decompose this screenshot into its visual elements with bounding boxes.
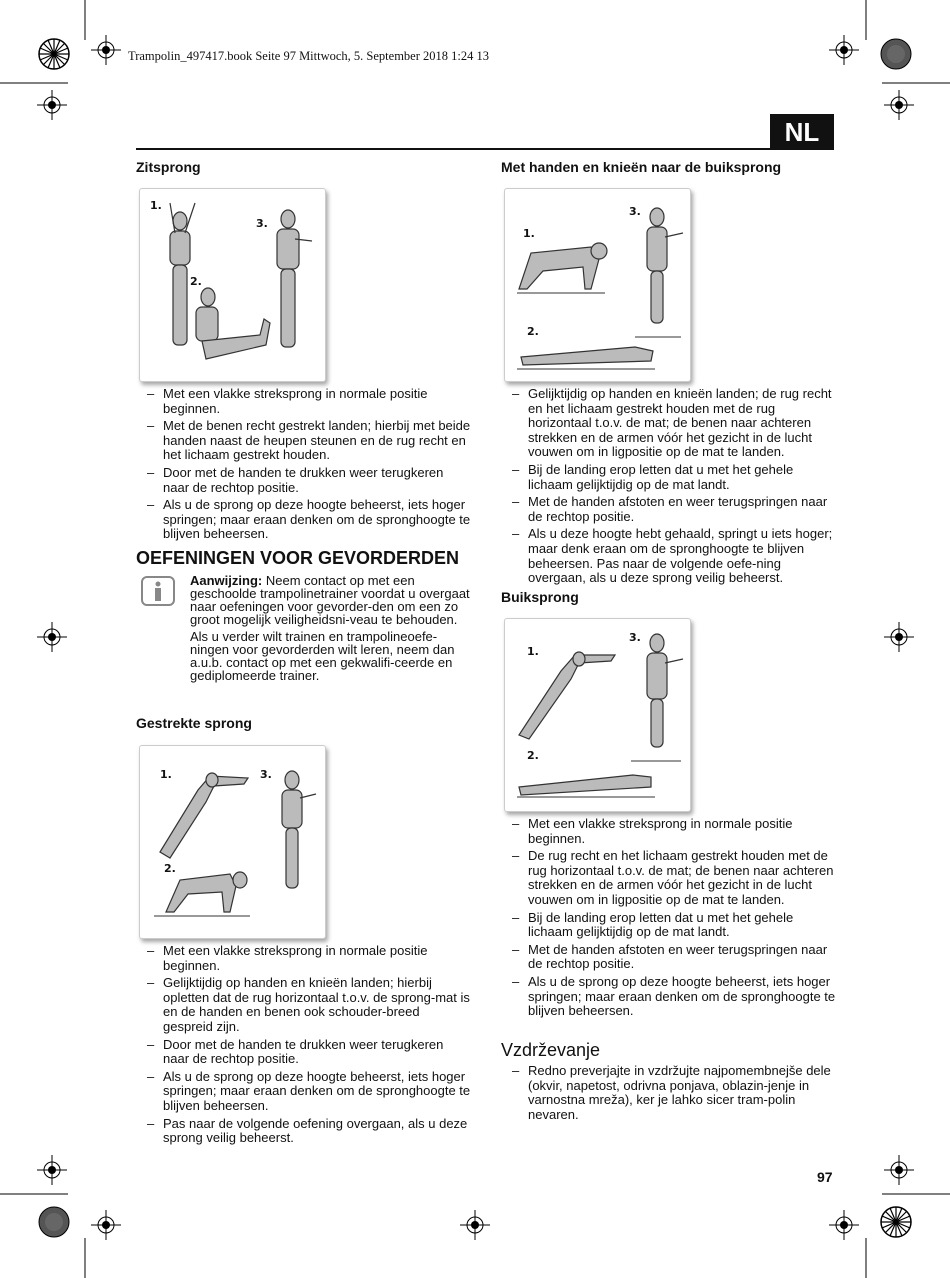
- figure-step-label: 1.: [527, 645, 539, 658]
- figure-step-label: 1.: [160, 768, 172, 781]
- crosshair-icon: [460, 1210, 490, 1240]
- page-number: 97: [817, 1169, 833, 1185]
- section-heading-advanced: OEFENINGEN VOOR GEVORDERDEN: [136, 548, 460, 568]
- list-item: – Pas naar de volgende oefening overgaan, als u deze sprong veilig beheerst.: [147, 1117, 472, 1146]
- figure-handen: [504, 188, 691, 382]
- list-item: – Door met de handen te drukken weer terugkeren naar de rechtop positie.: [147, 1038, 472, 1067]
- list-item: – Met een vlakke streksprong in normale positie beginnen.: [147, 387, 472, 416]
- crosshair-icon: [884, 1155, 914, 1185]
- list-item: – Met de benen recht gestrekt landen; hierbij met beide handen naast de heupen steunen en de rug recht en het lichaam gestrekt houden.: [147, 419, 472, 463]
- list-item: – Met een vlakke streksprong in normale positie beginnen.: [512, 817, 837, 846]
- figure-step-label: 1.: [150, 199, 162, 212]
- crosshair-icon: [884, 90, 914, 120]
- buiksprong-steps: [512, 817, 837, 1022]
- info-icon: [141, 576, 175, 606]
- color-target-icon: [880, 38, 912, 70]
- crosshair-icon: [37, 622, 67, 652]
- crosshair-icon: [91, 35, 121, 65]
- list-item: – Als u de sprong op deze hoogte beheerst, iets hoger springen; maar eraan denken om de spronghoogte te blijven beheersen.: [512, 975, 837, 1019]
- section-title-zitsprong: Zitsprong: [136, 159, 201, 175]
- list-item: – Met de handen afstoten en weer terugspringen naar de rechtop positie.: [512, 495, 837, 524]
- note-text: Neem contact op met een geschoolde trampolinetrainer voordat u overgaat naar oefeningen voor gevorder-den om een zo groot mogelijk veiligheidsni-veau te behouden.: [190, 573, 470, 627]
- list-item: – Gelijktijdig op handen en knieën landen; hierbij opletten dat de rug horizontaal t.o.v. de sprong-mat is en de handen en benen ook schouder-breed gespreid zijn.: [147, 976, 472, 1034]
- header-rule: [136, 148, 772, 150]
- list-item: – De rug recht en het lichaam gestrekt houden met de rug horizontaal t.o.v. de mat; de benen naar achteren strekken en de armen vóór het gezicht in de lucht vouwen om in ligpositie op de mat te landen.: [512, 849, 837, 907]
- list-item: – Als u deze hoogte hebt gehaald, springt u iets hoger; maar denk eraan om de spronghoogte te blijven beheersen. Pas naar de volgende oefe-ning overgaan, als u deze sprong veilig beheerst.: [512, 527, 837, 585]
- color-target-icon: [38, 1206, 70, 1238]
- list-item: – Met een vlakke streksprong in normale positie beginnen.: [147, 944, 472, 973]
- crosshair-icon: [37, 1155, 67, 1185]
- list-item: – Bij de landing erop letten dat u met het gehele lichaam gelijktijdig op de mat landt.: [512, 911, 837, 940]
- figure-buiksprong: [504, 618, 691, 812]
- file-info-line: Trampolin_497417.book Seite 97 Mittwoch, 5. September 2018 1:24 13: [128, 49, 489, 63]
- section-title-gestrekte: Gestrekte sprong: [136, 715, 252, 731]
- crosshair-icon: [829, 35, 859, 65]
- list-item: – Gelijktijdig op handen en knieën landen; de rug recht en het lichaam gestrekt houden met de rug horizontaal t.o.v. de mat; de benen naar achteren strekken en de armen vóór het gezicht in de lucht vouwen om in ligpositie op de mat te landen.: [512, 387, 837, 460]
- figure-step-label: 3.: [629, 205, 641, 218]
- list-item: – Als u de sprong op deze hoogte beheerst, iets hoger springen; maar eraan denken om de spronghoogte te blijven beheersen.: [147, 1070, 472, 1114]
- section-title-buiksprong: Buiksprong: [501, 589, 579, 605]
- section-title-handen: Met handen en knieën naar de buiksprong: [501, 159, 782, 175]
- list-item: – Redno preverjajte in vzdržujte najpomembnejše dele (okvir, napetost, odrivna ponjava, oblazin-jenje in varnostna mreža), ker je lahko sicer tram-polin nevaren.: [512, 1064, 837, 1122]
- figure-step-label: 1.: [523, 227, 535, 240]
- crosshair-icon: [91, 1210, 121, 1240]
- list-item: – Met de handen afstoten en weer terugspringen naar de rechtop positie.: [512, 943, 837, 972]
- starburst-icon: [38, 38, 70, 70]
- crosshair-icon: [884, 622, 914, 652]
- note-block: [190, 574, 472, 684]
- list-item: – Als u de sprong op deze hoogte beheerst, iets hoger springen; maar eraan denken om de spronghoogte te blijven beheersen.: [147, 498, 472, 542]
- figure-step-label: 2.: [190, 275, 202, 288]
- figure-gestrekte: [139, 745, 326, 939]
- language-badge: NL: [770, 114, 834, 150]
- crosshair-icon: [37, 90, 67, 120]
- figure-step-label: 3.: [256, 217, 268, 230]
- note-text-2: Als u verder wilt trainen en trampolineoefe-ningen voor gevorderden wilt leren, neem dan a.u.b. contact op met een gekwalifi-ceerde en gediplomeerde trainer.: [190, 629, 455, 683]
- starburst-icon: [880, 1206, 912, 1238]
- list-item: – Door met de handen te drukken weer terugkeren naar de rechtop positie.: [147, 466, 472, 495]
- figure-step-label: 2.: [527, 325, 539, 338]
- figure-step-label: 3.: [629, 631, 641, 644]
- section-heading-maintenance: Vzdrževanje: [501, 1040, 601, 1060]
- figure-step-label: 2.: [164, 862, 176, 875]
- note-label: Aanwijzing:: [190, 573, 263, 588]
- handen-steps: [512, 387, 837, 589]
- maintenance-steps: [512, 1064, 837, 1125]
- gestrekte-steps: [147, 944, 472, 1149]
- figure-step-label: 2.: [527, 749, 539, 762]
- figure-zitsprong: [139, 188, 326, 382]
- zitsprong-steps: [147, 387, 472, 545]
- figure-step-label: 3.: [260, 768, 272, 781]
- crosshair-icon: [829, 1210, 859, 1240]
- list-item: – Bij de landing erop letten dat u met het gehele lichaam gelijktijdig op de mat landt.: [512, 463, 837, 492]
